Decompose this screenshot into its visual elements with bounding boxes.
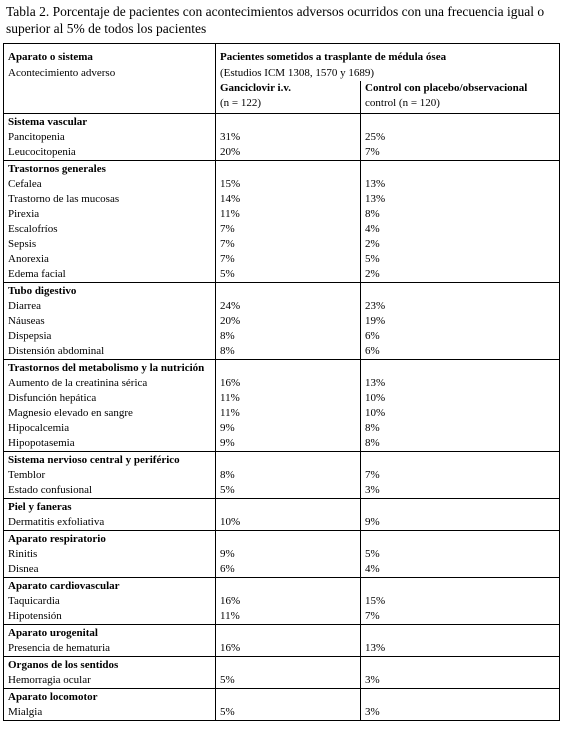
adverse-event-name: Mialgia [4, 705, 216, 721]
section-blank-ganciclovir [216, 689, 361, 706]
adverse-event-name: Rinitis [4, 547, 216, 562]
control-percent: 13% [361, 641, 560, 657]
ganciclovir-percent: 7% [216, 252, 361, 267]
section-heading: Aparato respiratorio [4, 531, 216, 548]
table-row [4, 222, 560, 237]
table-row [4, 177, 560, 192]
adverse-event-name: Pancitopenia [4, 130, 216, 145]
control-percent: 5% [361, 547, 560, 562]
section-row [4, 578, 560, 595]
control-percent: 4% [361, 222, 560, 237]
section-heading: Aparato cardiovascular [4, 578, 216, 595]
ganciclovir-percent: 8% [216, 329, 361, 344]
section-heading: Aparato locomotor [4, 689, 216, 706]
table-row [4, 483, 560, 499]
control-percent: 10% [361, 406, 560, 421]
table-row [4, 391, 560, 406]
control-percent: 3% [361, 705, 560, 721]
adverse-event-name: Presencia de hematuria [4, 641, 216, 657]
control-percent: 8% [361, 421, 560, 436]
section-blank-control [361, 531, 560, 548]
ganciclovir-percent: 7% [216, 237, 361, 252]
table-row [4, 547, 560, 562]
header-studies-label: (Estudios ICM 1308, 1570 y 1689) [216, 66, 560, 81]
adverse-event-name: Aumento de la creatinina sérica [4, 376, 216, 391]
control-percent: 6% [361, 329, 560, 344]
table-row [4, 344, 560, 360]
section-row [4, 360, 560, 377]
table-caption: Tabla 2. Porcentaje de pacientes con acontecimientos adversos ocurridos con una frecuencia igual o superior al 5% de todos los pacientes [6, 4, 545, 36]
control-percent: 13% [361, 177, 560, 192]
ganciclovir-percent: 8% [216, 468, 361, 483]
control-percent: 5% [361, 252, 560, 267]
header-row-3 [4, 81, 560, 96]
adverse-event-name: Hipotensión [4, 609, 216, 625]
table-body [4, 44, 560, 721]
section-blank-ganciclovir [216, 625, 361, 642]
adverse-event-name: Pirexia [4, 207, 216, 222]
adverse-event-name: Taquicardia [4, 594, 216, 609]
section-blank-ganciclovir [216, 360, 361, 377]
section-row [4, 114, 560, 131]
control-percent: 6% [361, 344, 560, 360]
section-heading: Aparato urogenital [4, 625, 216, 642]
adverse-event-name: Hemorragia ocular [4, 673, 216, 689]
ganciclovir-percent: 11% [216, 406, 361, 421]
header-ganciclovir-n: (n = 122) [216, 96, 361, 114]
ganciclovir-percent: 16% [216, 594, 361, 609]
adverse-event-name: Leucocitopenia [4, 145, 216, 161]
section-blank-ganciclovir [216, 499, 361, 516]
section-blank-control [361, 499, 560, 516]
adverse-event-name: Diarrea [4, 299, 216, 314]
ganciclovir-percent: 9% [216, 436, 361, 452]
ganciclovir-percent: 16% [216, 376, 361, 391]
section-blank-control [361, 452, 560, 469]
table-row [4, 376, 560, 391]
adverse-event-name: Disnea [4, 562, 216, 578]
table-row [4, 609, 560, 625]
control-percent: 10% [361, 391, 560, 406]
table-row [4, 207, 560, 222]
section-blank-ganciclovir [216, 657, 361, 674]
section-row [4, 283, 560, 300]
section-blank-ganciclovir [216, 283, 361, 300]
table-row [4, 594, 560, 609]
table-row [4, 673, 560, 689]
adverse-event-name: Temblor [4, 468, 216, 483]
adverse-event-name: Dermatitis exfoliativa [4, 515, 216, 531]
header-row-2 [4, 66, 560, 81]
adverse-event-name: Cefalea [4, 177, 216, 192]
adverse-event-name: Hipocalcemia [4, 421, 216, 436]
table-row [4, 406, 560, 421]
adverse-event-name: Escalofríos [4, 222, 216, 237]
ganciclovir-percent: 5% [216, 673, 361, 689]
adverse-events-table [3, 43, 560, 721]
section-row [4, 625, 560, 642]
section-row [4, 689, 560, 706]
control-percent: 7% [361, 609, 560, 625]
table-row [4, 436, 560, 452]
header-group-label [216, 44, 560, 67]
section-heading: Tubo digestivo [4, 283, 216, 300]
header-blank-2 [4, 96, 216, 114]
adverse-event-name: Estado confusional [4, 483, 216, 499]
ganciclovir-percent: 10% [216, 515, 361, 531]
header-system-label [4, 44, 216, 67]
ganciclovir-percent: 9% [216, 421, 361, 436]
header-row-1 [4, 44, 560, 67]
section-row [4, 499, 560, 516]
section-blank-ganciclovir [216, 452, 361, 469]
adverse-event-name: Náuseas [4, 314, 216, 329]
section-blank-ganciclovir [216, 161, 361, 178]
control-percent: 3% [361, 673, 560, 689]
section-heading: Trastornos del metabolismo y la nutrición [4, 360, 216, 377]
section-blank-ganciclovir [216, 114, 361, 131]
section-blank-control [361, 283, 560, 300]
ganciclovir-percent: 8% [216, 344, 361, 360]
ganciclovir-percent: 5% [216, 483, 361, 499]
table-row [4, 192, 560, 207]
section-blank-control [361, 360, 560, 377]
ganciclovir-percent: 7% [216, 222, 361, 237]
control-percent: 8% [361, 436, 560, 452]
ganciclovir-percent: 20% [216, 314, 361, 329]
section-row [4, 531, 560, 548]
adverse-event-name: Distensión abdominal [4, 344, 216, 360]
control-percent: 7% [361, 468, 560, 483]
table-row [4, 641, 560, 657]
adverse-event-name: Disfunción hepática [4, 391, 216, 406]
section-row [4, 657, 560, 674]
section-blank-control [361, 578, 560, 595]
control-percent: 2% [361, 237, 560, 252]
section-heading: Sistema nervioso central y periférico [4, 452, 216, 469]
table-row [4, 252, 560, 267]
control-percent: 25% [361, 130, 560, 145]
section-row [4, 452, 560, 469]
control-percent: 13% [361, 376, 560, 391]
table-row [4, 562, 560, 578]
table-row [4, 329, 560, 344]
header-control-label: Control con placebo/observacional [361, 81, 560, 96]
ganciclovir-percent: 9% [216, 547, 361, 562]
ganciclovir-percent: 5% [216, 705, 361, 721]
section-blank-ganciclovir [216, 531, 361, 548]
table-row [4, 145, 560, 161]
ganciclovir-percent: 6% [216, 562, 361, 578]
control-percent: 3% [361, 483, 560, 499]
header-ganciclovir-label: Ganciclovir i.v. [216, 81, 361, 96]
section-blank-control [361, 161, 560, 178]
ganciclovir-percent: 11% [216, 207, 361, 222]
adverse-event-name: Dispepsia [4, 329, 216, 344]
section-heading: Piel y faneras [4, 499, 216, 516]
section-blank-control [361, 689, 560, 706]
table-row [4, 314, 560, 329]
control-percent: 13% [361, 192, 560, 207]
header-group-text: Pacientes sometidos a trasplante de médula ósea [220, 51, 447, 63]
section-row [4, 161, 560, 178]
control-percent: 7% [361, 145, 560, 161]
adverse-event-name: Magnesio elevado en sangre [4, 406, 216, 421]
control-percent: 8% [361, 207, 560, 222]
adverse-event-name: Edema facial [4, 267, 216, 283]
table-row [4, 267, 560, 283]
ganciclovir-percent: 11% [216, 609, 361, 625]
section-blank-control [361, 625, 560, 642]
adverse-event-name: Hipopotasemia [4, 436, 216, 452]
control-percent: 23% [361, 299, 560, 314]
table-row [4, 421, 560, 436]
ganciclovir-percent: 31% [216, 130, 361, 145]
header-row-4 [4, 96, 560, 114]
section-heading: Sistema vascular [4, 114, 216, 131]
adverse-event-name: Sepsis [4, 237, 216, 252]
table-row [4, 130, 560, 145]
header-blank [4, 81, 216, 96]
adverse-event-name: Anorexia [4, 252, 216, 267]
ganciclovir-percent: 14% [216, 192, 361, 207]
ganciclovir-percent: 20% [216, 145, 361, 161]
control-percent: 4% [361, 562, 560, 578]
section-heading: Organos de los sentidos [4, 657, 216, 674]
table-row [4, 237, 560, 252]
section-blank-control [361, 114, 560, 131]
table-row [4, 299, 560, 314]
control-percent: 19% [361, 314, 560, 329]
ganciclovir-percent: 5% [216, 267, 361, 283]
control-percent: 2% [361, 267, 560, 283]
ganciclovir-percent: 24% [216, 299, 361, 314]
ganciclovir-percent: 16% [216, 641, 361, 657]
section-blank-ganciclovir [216, 578, 361, 595]
ganciclovir-percent: 11% [216, 391, 361, 406]
control-percent: 9% [361, 515, 560, 531]
header-event-label: Acontecimiento adverso [4, 66, 216, 81]
control-percent: 15% [361, 594, 560, 609]
header-control-n: control (n = 120) [361, 96, 560, 114]
adverse-event-name: Trastorno de las mucosas [4, 192, 216, 207]
section-heading: Trastornos generales [4, 161, 216, 178]
ganciclovir-percent: 15% [216, 177, 361, 192]
section-blank-control [361, 657, 560, 674]
header-system-text: Aparato o sistema [8, 51, 93, 63]
table-row [4, 468, 560, 483]
table-row [4, 705, 560, 721]
table-row [4, 515, 560, 531]
